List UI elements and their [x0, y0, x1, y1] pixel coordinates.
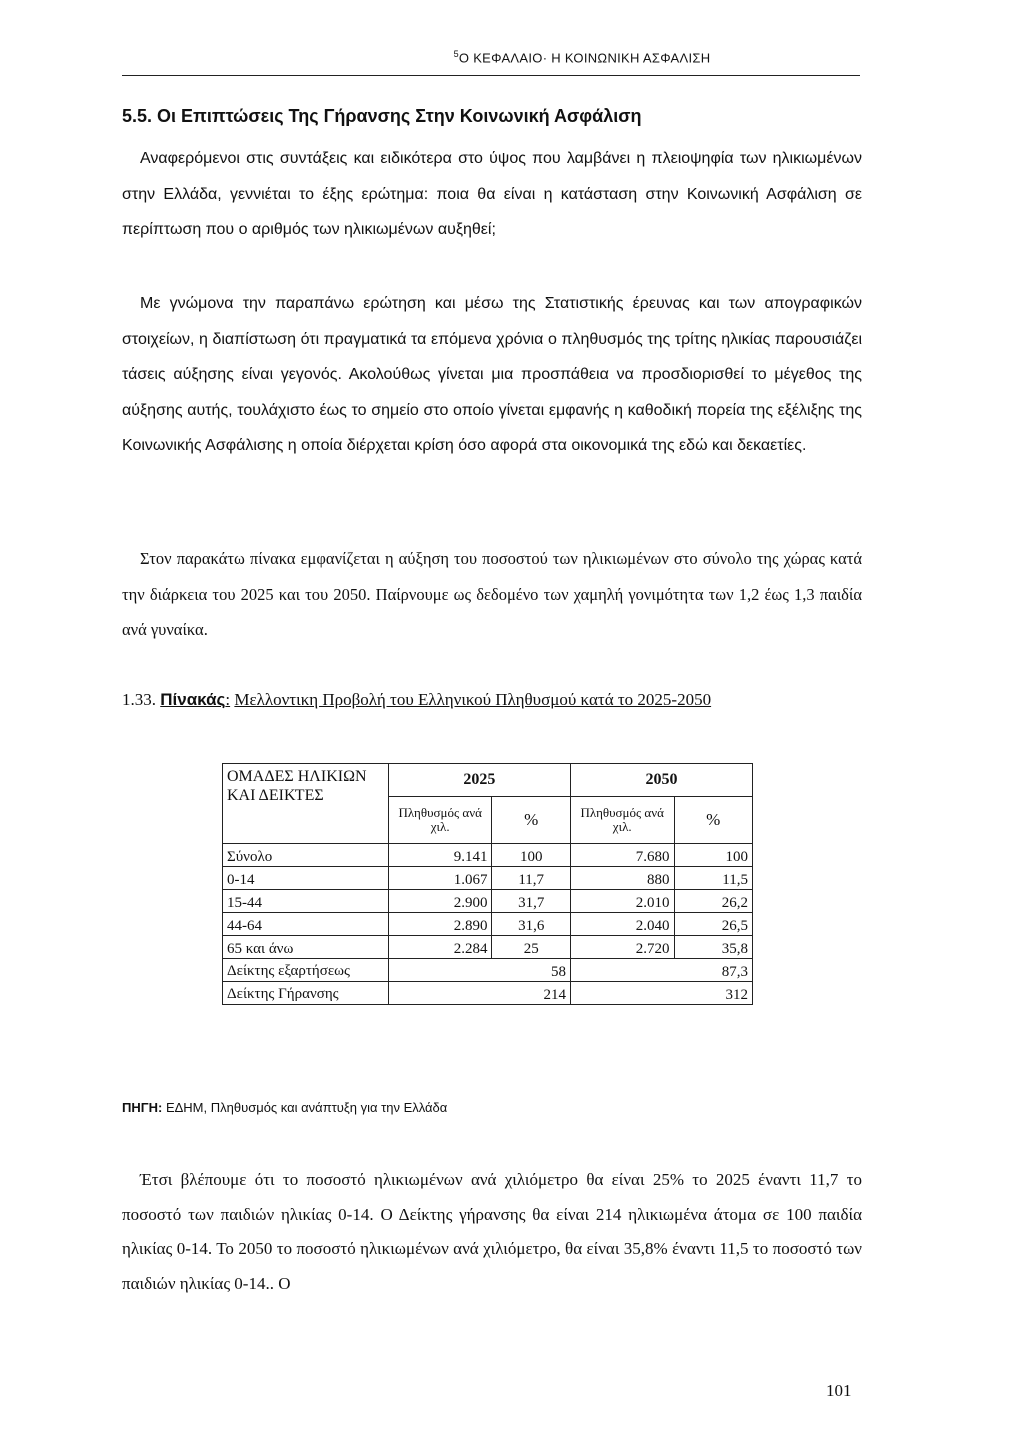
dependency-2050: 87,3 — [570, 959, 752, 982]
population-2050-header: Πληθυσμός ανά χιλ. — [570, 797, 674, 844]
table-row — [223, 913, 753, 936]
page-number: 101 — [826, 1381, 852, 1400]
cell-pop-2050: 2.720 — [570, 936, 674, 959]
table-number: 1.33. — [122, 690, 156, 709]
cell-pct-2050: 100 — [674, 844, 753, 867]
section-title: 5.5. Οι Επιπτώσεις Της Γήρανσης Στην Κοινωνική Ασφάλιση — [122, 106, 642, 126]
cell-pop-2025: 9.141 — [388, 844, 492, 867]
cell-pct-2050: 26,2 — [674, 890, 753, 913]
cell-pct-2050: 26,5 — [674, 913, 753, 936]
population-2025-header: Πληθυσμός ανά χιλ. — [388, 797, 492, 844]
table-row — [223, 844, 753, 867]
cell-pop-2025: 1.067 — [388, 867, 492, 890]
groups-header: ΟΜΑΔΕΣ ΗΛΙΚΙΩΝ ΚΑΙ ΔΕΙΚΤΕΣ — [223, 764, 389, 844]
chapter-title: Ο ΚΕΦΑΛΑΙΟ· Η ΚΟΙΝΩΝΙΚΗ ΑΣΦΑΛΙΣΗ — [458, 50, 711, 66]
table-row — [223, 936, 753, 959]
cell-pop-2050: 2.040 — [570, 913, 674, 936]
table-row — [223, 867, 753, 890]
ageing-2025: 214 — [388, 982, 570, 1005]
source-label: ΠΗΓΗ: — [122, 1100, 163, 1115]
table-label: Πίνακάς — [160, 690, 226, 709]
paragraph-1: Αναφερόμενοι στις συντάξεις και ειδικότερα στο ύψος που λαμβάνει η πλειοψηφία των ηλικιωμένων στην Ελλάδα, γεννιέται το έξης ερώτημα: ποια θα είναι η κατάσταση στην Κοινωνική Ασφάλιση σε περίπτωση που ο αριθμός των ηλικιωμένων αυξηθεί; — [122, 150, 862, 239]
table-row — [223, 890, 753, 913]
cell-pop-2050: 880 — [570, 867, 674, 890]
row-label: 65 και άνω — [223, 936, 389, 959]
cell-pop-2050: 2.010 — [570, 890, 674, 913]
dependency-row — [223, 959, 753, 982]
chapter-number: 5 — [453, 49, 459, 59]
cell-pct-2025: 25 — [492, 936, 570, 959]
running-header — [0, 49, 1024, 65]
dependency-2025: 58 — [388, 959, 570, 982]
cell-pop-2050: 7.680 — [570, 844, 674, 867]
paragraph-4: Έτσι βλέπουμε ότι το ποσοστό ηλικιωμένων ανά χιλιόμετρο θα είναι 25% το 2025 έναντι 11,7 το ποσοστό των παιδιών ηλικίας 0-14. Ο Δείκτης γήρανσης θα είναι 214 ηλικιωμένα άτομα σε 100 παιδία ηλικίας 0-14. Το 2050 το ποσοστό ηλικιωμένων ανά χιλιόμετρο, θα είναι 35,8% έναντι 11,5 το ποσοστό των παιδιών ηλικίας 0-14.. Ο — [122, 1170, 862, 1293]
table-header-row — [223, 764, 753, 797]
cell-pop-2025: 2.900 — [388, 890, 492, 913]
row-label: 44-64 — [223, 913, 389, 936]
ageing-label: Δείκτης Γήρανσης — [223, 982, 389, 1005]
population-table — [222, 763, 753, 1005]
cell-pct-2050: 35,8 — [674, 936, 753, 959]
percent-2050-header: % — [674, 797, 753, 844]
paragraph-3: Στον παρακάτω πίνακα εμφανίζεται η αύξηση του ποσοστού των ηλικιωμένων στο σύνολο της χώρας κατά την διάρκεια του 2025 και του 2050. Παίρνουμε ως δεδομένο των χαμηλή γονιμότητα των 1,2 έως 1,3 παιδία ανά γυναίκα. — [122, 549, 862, 640]
cell-pct-2025: 11,7 — [492, 867, 570, 890]
table-title: Μελλοντικη Προβολή του Ελληνικού Πληθυσμού κατά το 2025-2050 — [234, 690, 712, 709]
row-label: 0-14 — [223, 867, 389, 890]
cell-pct-2025: 100 — [492, 844, 570, 867]
ageing-row — [223, 982, 753, 1005]
cell-pct-2025: 31,6 — [492, 913, 570, 936]
paragraph-2: Με γνώμονα την παραπάνω ερώτηση και μέσω της Στατιστικής έρευνας και των απογραφικών στοιχείων, η διαπίστωση ότι πραγματικά τα επόμενα χρόνια ο πληθυσμός της τρίτης ηλικίας παρουσιάζει τάσεις αύξησης είναι γεγονός. Ακολούθως γίνεται μια προσπάθεια να προσδιορισθεί το μέγεθος της αύξησης αυτής, τουλάχιστο έως το σημείο στο οποίο γίνεται εμφανής η καθοδική πορεία της εξέλιξης της Κοινωνικής Ασφάλισης η οποία διέρχεται κρίση όσο αφορά στα οικονομικά της εδώ και δεκαετίες. — [122, 295, 862, 455]
dependency-label: Δείκτης εξαρτήσεως — [223, 959, 389, 982]
cell-pct-2050: 11,5 — [674, 867, 753, 890]
ageing-2050: 312 — [570, 982, 752, 1005]
source-text: ΕΔΗΜ, Πληθυσμός και ανάπτυξη για την Ελλάδα — [165, 1100, 448, 1115]
cell-pct-2025: 31,7 — [492, 890, 570, 913]
table-source — [122, 1100, 447, 1115]
header-rule — [122, 75, 860, 76]
cell-pop-2025: 2.284 — [388, 936, 492, 959]
row-label: Σύνολο — [223, 844, 389, 867]
year-2050-header: 2050 — [570, 764, 752, 797]
year-2025-header: 2025 — [388, 764, 570, 797]
percent-2025-header: % — [492, 797, 570, 844]
cell-pop-2025: 2.890 — [388, 913, 492, 936]
table-label-colon: : — [225, 690, 231, 709]
table-caption — [122, 690, 882, 710]
row-label: 15-44 — [223, 890, 389, 913]
